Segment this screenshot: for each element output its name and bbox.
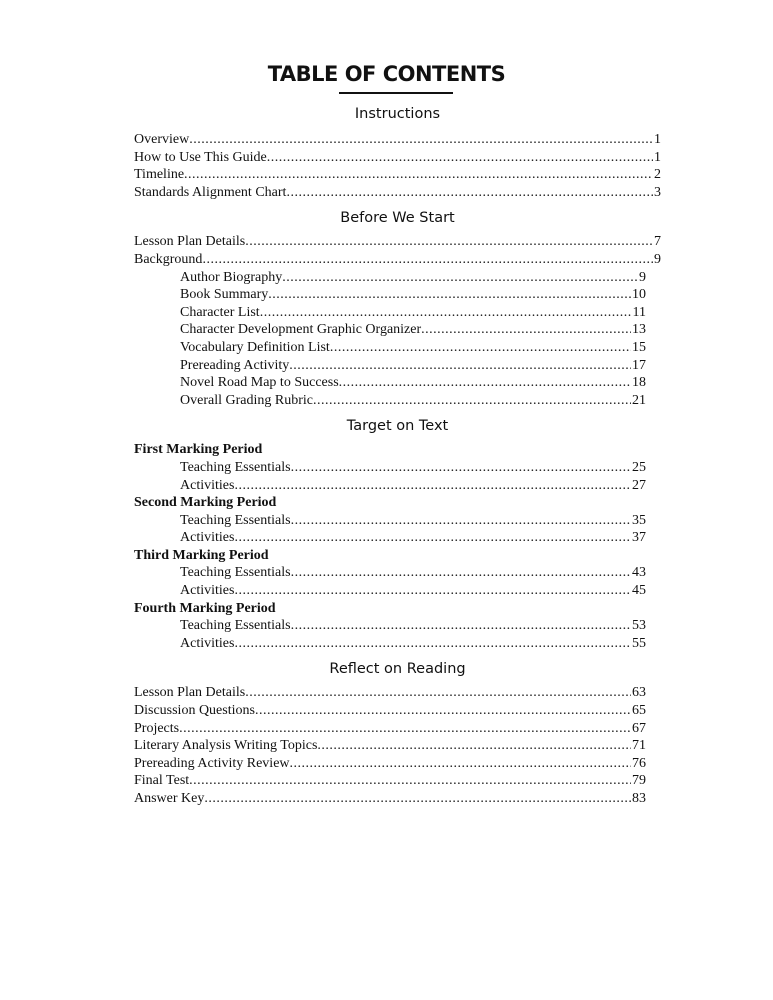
page-number: 18 [632,375,646,391]
page-number: 13 [632,322,646,338]
toc-entry[interactable] [134,269,661,287]
page-number: 2 [654,167,661,183]
toc-entry[interactable] [134,635,661,653]
dot-leader [291,564,631,582]
toc-entry[interactable] [134,617,661,635]
toc-entry[interactable] [134,755,661,773]
toc-entry[interactable] [134,251,661,269]
page-number: 76 [632,755,646,771]
page-number: 53 [632,618,646,634]
entry-label: Lesson Plan Details [134,685,246,701]
toc-section [134,658,661,807]
page-number: 1 [654,149,661,165]
entry-label: Vocabulary Definition List [180,339,330,355]
page-number: 45 [632,583,646,599]
dot-leader [267,149,653,167]
toc-entry[interactable] [134,304,661,322]
page-number: 9 [654,251,661,267]
page-number: 11 [632,304,646,320]
section-heading: Reflect on Reading [329,661,466,678]
dot-leader [184,166,653,184]
toc-entry[interactable] [134,684,661,702]
title-underline [339,92,453,94]
dot-leader [291,512,631,530]
entry-label: Discussion Questions [134,703,255,719]
toc-entry[interactable] [134,459,661,477]
page-number: 15 [632,339,646,355]
entry-label: Activities [180,635,235,651]
entry-label: Projects [134,720,180,736]
toc-section [134,415,661,652]
dot-leader [234,529,631,547]
toc-entry[interactable] [134,737,661,755]
toc-section [134,207,661,409]
entry-label: Answer Key [134,791,205,806]
entry-label: Prereading Activity Review [134,755,290,771]
entry-label: Teaching Essentials [180,512,291,528]
page-number: 17 [632,357,646,373]
entry-label: Activities [180,583,235,599]
entry-label: Prereading Activity [180,357,290,373]
dot-leader [313,392,631,410]
entry-label: Final Test [134,773,190,789]
toc-entry[interactable] [134,357,661,375]
page-number: 9 [639,269,646,285]
toc-entry[interactable] [134,772,661,790]
dot-leader [245,233,653,251]
page-number: 1 [654,132,661,147]
dot-leader [189,131,653,149]
toc-entry[interactable] [134,790,661,808]
dot-leader [255,702,631,720]
entry-label: Activities [180,530,235,546]
entry-label: Background [134,251,203,267]
dot-leader [268,286,631,304]
dot-leader [189,772,631,790]
dot-leader [339,374,631,392]
page-number: 63 [632,685,646,701]
dot-leader [260,304,632,322]
table-of-contents [134,103,661,814]
marking-period-heading: Third Marking Period [134,547,269,563]
page-number: 67 [632,720,646,736]
entry-label: Lesson Plan Details [134,234,246,250]
entry-label: How to Use This Guide [134,149,267,165]
toc-entry[interactable] [134,512,661,530]
section-heading: Instructions [354,106,441,122]
page-number: 7 [654,234,661,250]
dot-leader [421,321,631,339]
toc-entry[interactable] [134,184,661,202]
dot-leader [282,269,638,287]
dot-leader [286,184,653,202]
page-number: 35 [632,512,646,528]
marking-period-heading: Fourth Marking Period [134,600,276,616]
toc-entry[interactable] [134,374,661,392]
dot-leader [245,684,631,702]
page-number: 27 [632,477,646,493]
dot-leader [202,251,653,269]
page-title: TABLE OF CONTENTS [267,62,506,86]
toc-entry[interactable] [134,166,661,184]
page-number: 55 [632,635,646,651]
dot-leader [289,357,631,375]
toc-entry[interactable] [134,582,661,600]
dot-leader [317,737,631,755]
toc-entry[interactable] [134,131,661,149]
entry-label: Character Development Graphic Organizer [180,322,422,338]
dot-leader [234,635,631,653]
marking-period-heading: Second Marking Period [134,495,277,511]
toc-entry[interactable] [134,720,661,738]
entry-label: Activities [180,477,235,493]
entry-label: Character List [180,304,260,320]
page-number: 65 [632,703,646,719]
dot-leader [234,477,631,495]
section-heading: Target on Text [346,418,449,435]
entry-label: Overview [134,132,190,147]
toc-entry[interactable] [134,529,661,547]
entry-label: Timeline [134,167,185,183]
dot-leader [290,755,631,773]
page-number: 21 [632,392,646,408]
toc-entry[interactable] [134,392,661,410]
page-number: 37 [632,530,646,546]
toc-entry[interactable] [134,477,661,495]
dot-leader [179,720,631,738]
entry-label: Book Summary [180,287,269,303]
dot-leader [291,459,631,477]
dot-leader [291,617,631,635]
page-number: 43 [632,565,646,581]
toc-entry[interactable] [134,233,661,251]
toc-entry[interactable] [134,702,661,720]
page-number: 79 [632,773,646,789]
page-number: 25 [632,459,646,475]
entry-label: Teaching Essentials [180,459,291,475]
marking-period-heading: First Marking Period [134,442,263,458]
toc-entry[interactable] [134,339,661,357]
page-number: 83 [632,791,646,806]
page-number: 10 [632,287,646,303]
toc-entry[interactable] [134,564,661,582]
section-heading: Before We Start [340,210,455,227]
dot-leader [234,582,631,600]
page-number: 3 [654,184,661,200]
entry-label: Literary Analysis Writing Topics [134,738,318,754]
dot-leader [330,339,631,357]
toc-entry[interactable] [134,286,661,304]
entry-label: Overall Grading Rubric [180,392,313,408]
entry-label: Novel Road Map to Success [180,375,339,391]
toc-entry[interactable] [134,149,661,167]
page-number: 71 [632,738,646,754]
toc-entry[interactable] [134,321,661,339]
entry-label: Author Biography [180,269,283,285]
toc-section [134,103,661,201]
dot-leader [204,790,631,808]
entry-label: Standards Alignment Chart [134,184,287,200]
entry-label: Teaching Essentials [180,565,291,581]
entry-label: Teaching Essentials [180,618,291,634]
